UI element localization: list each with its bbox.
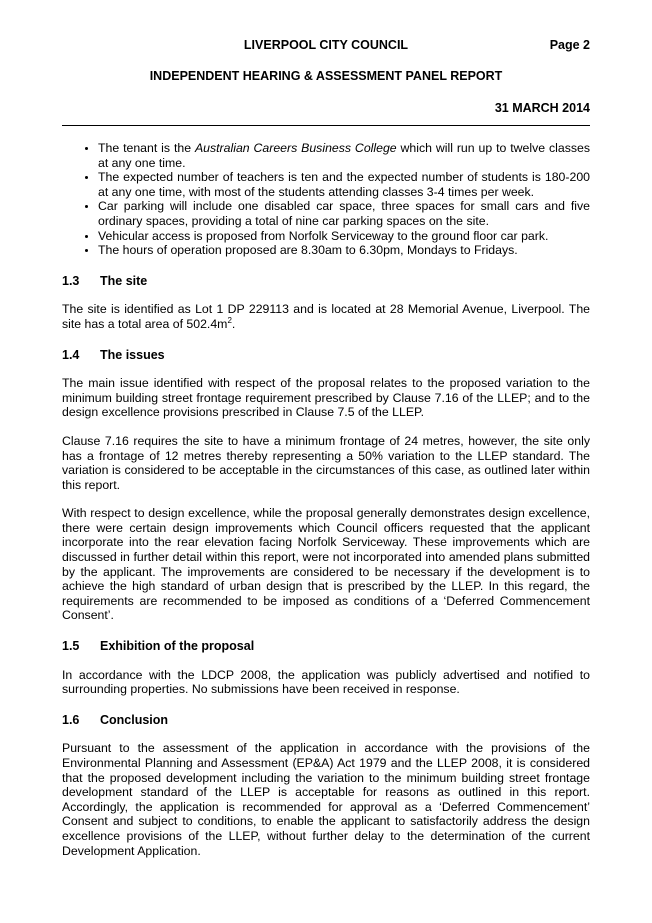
report-title: INDEPENDENT HEARING & ASSESSMENT PANEL REPORT <box>149 69 503 83</box>
section-heading-issues <box>62 348 590 363</box>
bullet-text: which will run up to twelve classes at any one time. <box>98 141 590 170</box>
section-heading-exhibition <box>62 639 590 654</box>
section-title: Exhibition of the proposal <box>100 639 255 654</box>
report-date: 31 MARCH 2014 <box>494 101 590 115</box>
report-body <box>62 141 590 872</box>
conclusion-paragraph: Pursuant to the assessment of the application in accordance with the provisions of the Environmental Planning and Assessment (EP&A) Act 1979 and the LLEP 2008, it is considered that the proposed development including the variation to the minimum building street frontage development standard of the LLEP is acceptable for reasons as outlined in this report. Accordingly, the application is recommended for approval as a ‘Deferred Commencement’ Consent and subject to conditions, to enable the applicant to satisfactorily address the design excellence provisions of the LLEP, without further delay to the determination of the current Development Application. <box>62 741 590 858</box>
list-item: • The expected number of teachers is ten and the expected number of students is 180-200 at any one time, with most of the students attending classes 3-4 times per week. <box>98 170 590 199</box>
list-item: • Vehicular access is proposed from Norfolk Serviceway to the ground floor car park. <box>98 229 590 244</box>
list-item: • Car parking will include one disabled car space, three spaces for small cars and five ordinary spaces, providing a total of nine car parking spaces on the site. <box>98 199 590 228</box>
proposal-bullet-list <box>62 141 590 258</box>
section-heading-site <box>62 274 590 289</box>
paragraph-text: The site is identified as Lot 1 DP 229113 and is located at 28 Memorial Avenue, Liverpool. The site has a total area of 502.4m <box>62 302 590 331</box>
section-number: 1.4 <box>62 347 80 362</box>
bullet-text: The tenant is the <box>98 141 195 155</box>
exhibition-paragraph: In accordance with the LDCP 2008, the application was publicly advertised and notified to surrounding properties. No submissions have been received in response. <box>62 667 590 697</box>
superscript: 2 <box>227 315 232 325</box>
paragraph-text: . <box>231 316 236 331</box>
issues-paragraph-2: Clause 7.16 requires the site to have a minimum frontage of 24 metres, however, the site only has a frontage of 12 metres thereby representing a 50% variation to the LLEP standard. The variation is considered to be acceptable in the circumstances of this case, as outlined later within this report. <box>62 433 590 492</box>
section-heading-conclusion <box>62 713 590 728</box>
list-item <box>98 141 590 170</box>
running-header <box>62 38 590 54</box>
council-name: LIVERPOOL CITY COUNCIL <box>243 38 409 52</box>
section-title: Conclusion <box>100 712 169 727</box>
section-number: 1.6 <box>62 712 80 727</box>
section-title: The issues <box>100 347 165 362</box>
list-item: • The hours of operation proposed are 8.30am to 6.30pm, Mondays to Fridays. <box>98 243 590 258</box>
issues-paragraph-3: With respect to design excellence, while the proposal generally demonstrates design excellence, there were certain design improvements which Council officers requested that the applicant incorporate into the rear elevation facing Norfolk Serviceway. These improvements which are discussed in further detail within this report, were not incorporated into amended plans submitted by the applicant. The improvements are considered to be necessary if the development is to achieve the high standard of urban design that is prescribed by the LLEP. In this regard, the requirements are recommended to be imposed as conditions of a ‘Deferred Commencement Consent’. <box>62 506 590 623</box>
site-paragraph <box>62 302 590 331</box>
section-number: 1.5 <box>62 639 80 654</box>
header-rule <box>62 125 590 126</box>
page-number: Page 2 <box>549 38 590 52</box>
issues-paragraph-1: The main issue identified with respect of the proposal relates to the proposed variation to the minimum building street frontage requirement prescribed by Clause 7.16 of the LLEP; and to the design excellence provisions prescribed in Clause 7.5 of the LLEP. <box>62 376 590 420</box>
section-number: 1.3 <box>62 273 80 288</box>
section-title: The site <box>100 273 148 288</box>
college-name: Australian Careers Business College <box>194 141 397 155</box>
